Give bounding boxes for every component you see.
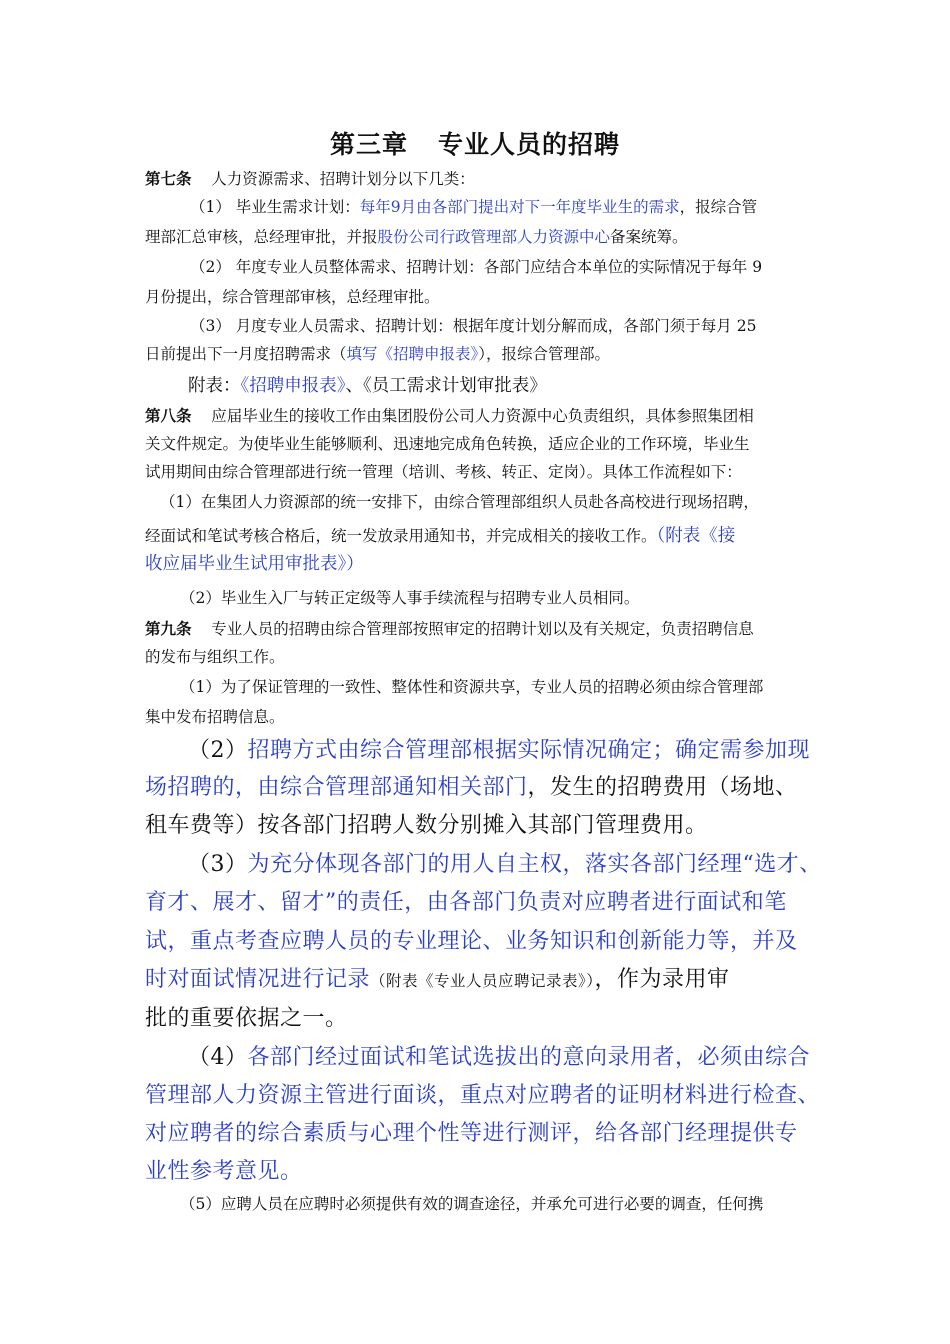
attach-prefix: 附表： bbox=[188, 376, 241, 396]
attach-rest: 、《员工需求计划审批表》 bbox=[345, 376, 547, 396]
art9-item3-line2: 育才、展才、留才”的责任，由各部门负责对应聘者进行面试和笔 bbox=[145, 890, 787, 915]
art9-item2-line2 bbox=[145, 770, 798, 801]
art8-line1 bbox=[145, 404, 754, 426]
art7-item1-text: 理部汇总审核，总经理审批，并报 bbox=[145, 228, 378, 246]
art7-item2-line2: 月份提出，综合管理部审核，总经理审批。 bbox=[145, 288, 440, 306]
art9-item3-line1 bbox=[188, 847, 822, 878]
art8-item1-text: 经面试和笔试考核合格后，统一发放录用通知书，并完成相关的接收工作。 bbox=[145, 527, 657, 545]
art9-item1-line1: （1）为了保证管理的一致性、整体性和资源共享，专业人员的招聘必须由综合管理部 bbox=[180, 678, 764, 696]
art9-item4-highlight: 各部门经过面试和笔试选拔出的意向录用者，必须由综合 bbox=[247, 1045, 811, 1070]
art7-item2-line1: （2） 年度专业人员整体需求、招聘计划：各部门应结合本单位的实际情况于每年 9 bbox=[190, 258, 763, 276]
art9-item3-highlight4: 时对面试情况进行记录 bbox=[145, 967, 371, 992]
art9-item5-line1: （5）应聘人员在应聘时必须提供有效的调查途径，并承允可进行必要的调查，任何携 bbox=[180, 1195, 764, 1213]
art9-item2-highlight: 招聘方式由综合管理部根据实际情况确定；确定需参加现 bbox=[247, 738, 811, 763]
art7-item1-highlight2: 股份公司行政管理部人力资源中心 bbox=[377, 228, 611, 246]
art9-item2-highlight2: 场招聘的，由综合管理部通知相关部门 bbox=[145, 775, 528, 800]
art9-text: 专业人员的招聘由综合管理部按照审定的招聘计划以及有关规定，负责招聘信息 bbox=[211, 620, 754, 638]
art8-item2: （2）毕业生入厂与转正定级等人事手续流程与招聘专业人员相同。 bbox=[180, 589, 640, 607]
art9-item2-prefix: （2） bbox=[188, 738, 248, 763]
art9-item3-line3: 试，重点考查应聘人员的专业理论、业务知识和创新能力等，并及 bbox=[145, 929, 798, 954]
art7-intro: 人力资源需求、招聘计划分以下几类： bbox=[211, 170, 475, 188]
art8-line3: 试用期间由综合管理部进行统一管理（培训、考核、转正、定岗）。具体工作流程如下： bbox=[145, 463, 742, 481]
art9-item3-attachment: （附表《专业人员应聘记录表》） bbox=[370, 972, 595, 990]
art9-item2-line1 bbox=[188, 733, 810, 764]
art7-item1-mid: ，报综合管 bbox=[679, 198, 758, 216]
art9-item4-line2: 管理部人力资源主管进行面谈，重点对应聘者的证明材料进行检查、 bbox=[145, 1083, 821, 1108]
art8-line2: 关文件规定。为使毕业生能够顺利、迅速地完成角色转换，适应企业的工作环境，毕业生 bbox=[145, 435, 750, 453]
art7-label: 第七条 bbox=[145, 169, 192, 188]
attach-recruit-form: 《招聘申报表》 bbox=[240, 376, 346, 396]
chapter-number: 第三章 bbox=[329, 130, 408, 159]
art9-item4-line1 bbox=[188, 1040, 810, 1071]
art9-item3-line5: 批的重要依据之一。 bbox=[145, 1006, 348, 1031]
chapter-name: 专业人员的招聘 bbox=[438, 130, 621, 159]
art7-item3-end: ），报综合管理部。 bbox=[478, 345, 611, 363]
chapter-title bbox=[0, 125, 950, 161]
art7-item3-line2 bbox=[145, 342, 610, 364]
art9-item3-text: ，作为录用审 bbox=[594, 967, 730, 992]
art9-item3-highlight: 为充分体现各部门的用人自主权，落实各部门经理“选才、 bbox=[247, 852, 822, 877]
art7-item1-prefix: （1） 毕业生需求计划： bbox=[190, 198, 360, 216]
art7-item1-end: 备案统筹。 bbox=[610, 228, 688, 246]
art7-item3-text: 日前提出下一月度招聘需求（ bbox=[145, 345, 347, 363]
art7-item1-highlight: 每年9月由各部门提出对下一年度毕业生的需求 bbox=[359, 198, 680, 216]
art9-item4-line3: 对应聘者的综合素质与心理个性等进行测评，给各部门经理提供专 bbox=[145, 1121, 798, 1146]
art9-line1 bbox=[145, 617, 754, 639]
art7-item1-line2 bbox=[145, 225, 688, 247]
art7-item3-line1: （3） 月度专业人员需求、招聘计划：根据年度计划分解而成，各部门须于每月 25 bbox=[190, 317, 757, 335]
art7-heading bbox=[145, 167, 475, 189]
art9-item1-line2: 集中发布招聘信息。 bbox=[145, 708, 285, 726]
art9-item3-prefix: （3） bbox=[188, 852, 248, 877]
art7-item1-line1 bbox=[190, 195, 757, 217]
art9-item2-line3: 租车费等）按各部门招聘人数分别摊入其部门管理费用。 bbox=[145, 813, 708, 838]
art8-item1-highlight: （附表《接 bbox=[656, 526, 736, 546]
art9-label: 第九条 bbox=[145, 619, 192, 638]
art9-item4-line4: 业性参考意见。 bbox=[145, 1159, 303, 1184]
art8-text: 应届毕业生的接收工作由集团股份公司人力资源中心负责组织，具体参照集团相 bbox=[211, 407, 754, 425]
art8-label: 第八条 bbox=[145, 406, 192, 425]
art7-item3-highlight: 填写《招聘申报表》 bbox=[346, 345, 479, 363]
art9-item2-text: ，发生的招聘费用（场地、 bbox=[527, 775, 798, 800]
art8-item1-line2 bbox=[145, 522, 735, 547]
art8-item1-line3: 收应届毕业生试用审批表》） bbox=[145, 554, 364, 574]
art9-line2: 的发布与组织工作。 bbox=[145, 648, 285, 666]
art9-item4-prefix: （4） bbox=[188, 1045, 248, 1070]
art7-attachments bbox=[188, 372, 547, 397]
art9-item3-line4 bbox=[145, 962, 730, 993]
art8-item1-line1: （1）在集团人力资源部的统一安排下，由综合管理部组织人员赴各高校进行现场招聘， bbox=[160, 493, 759, 511]
